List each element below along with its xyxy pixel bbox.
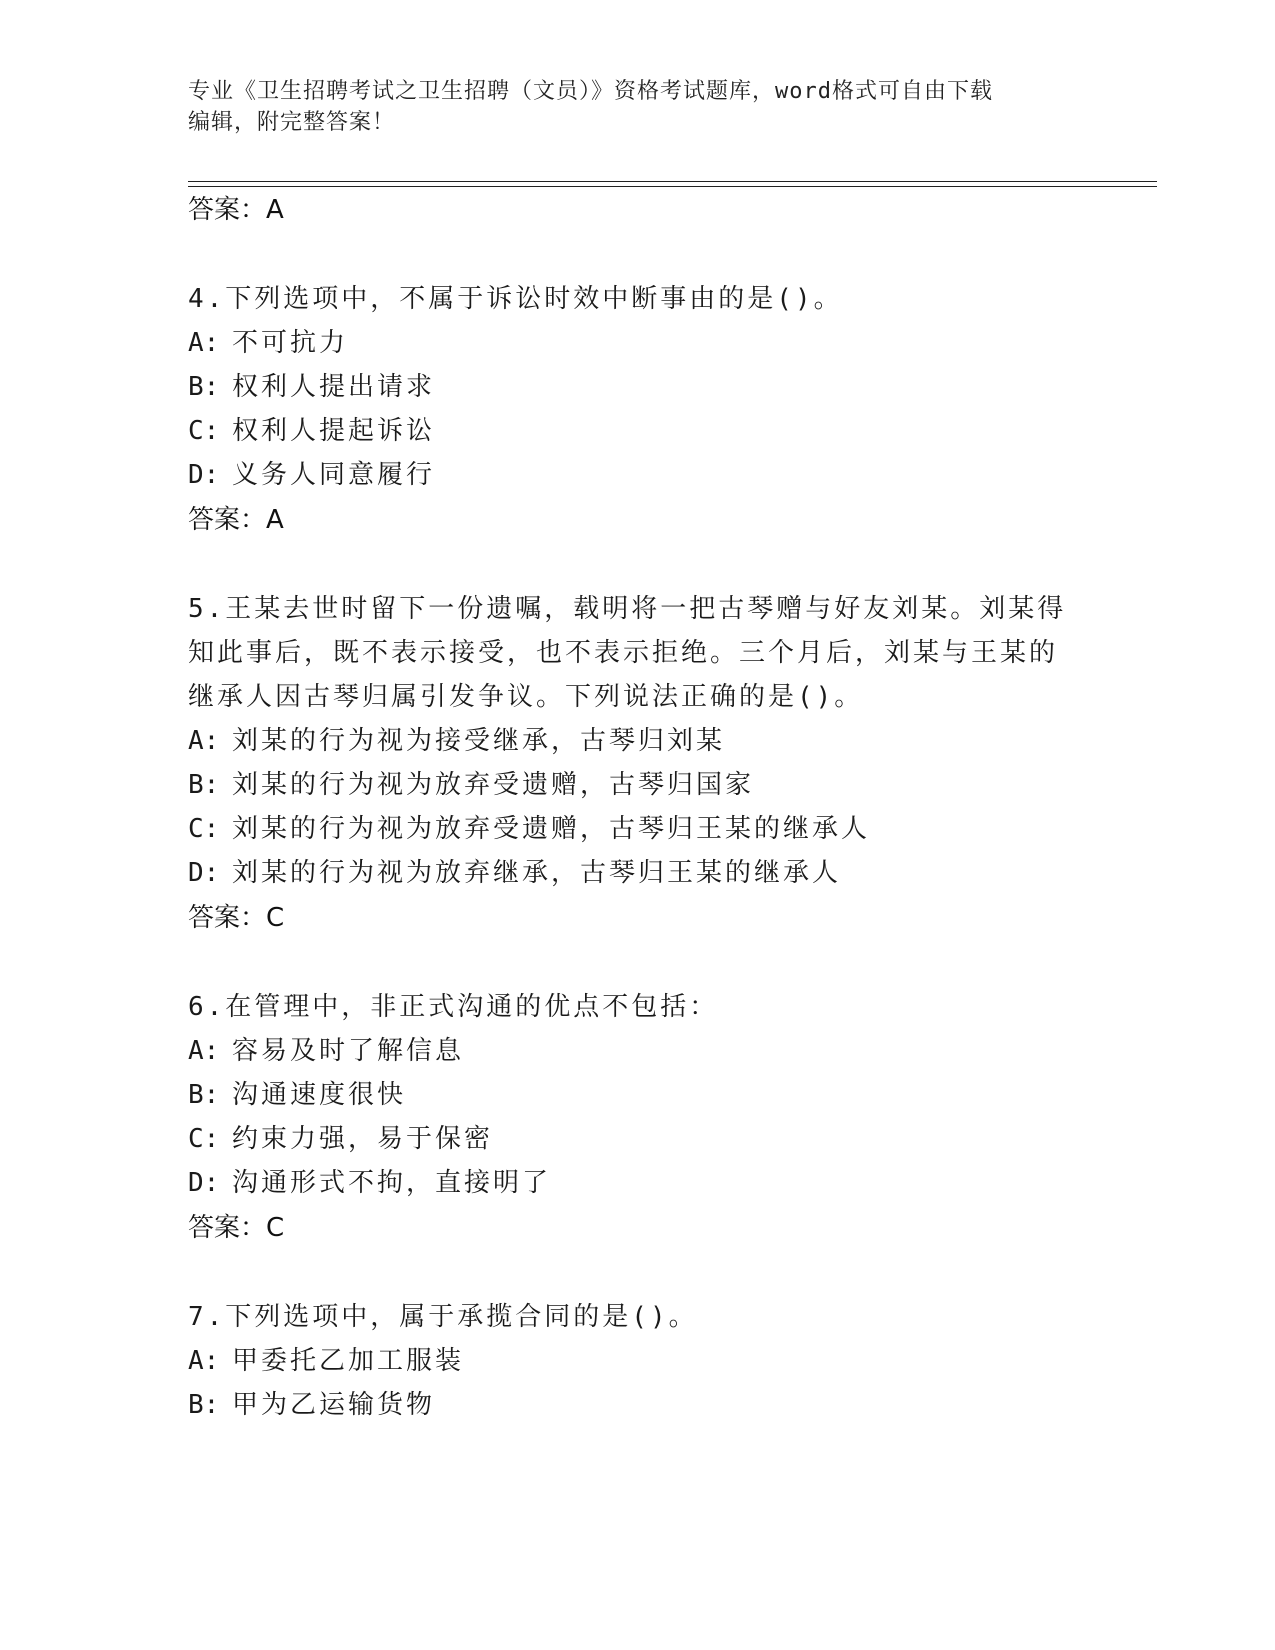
header-line-2: 编辑，附完整答案！ — [188, 110, 396, 135]
question-4-answer: 答案：A — [188, 505, 284, 535]
question-6-text: 6.在管理中，非正式沟通的优点不包括： — [188, 992, 719, 1022]
question-7-option-b: B: 甲为乙运输货物 — [188, 1390, 436, 1420]
question-6-option-d: D: 沟通形式不拘，直接明了 — [188, 1168, 552, 1198]
header-line-1: 专业《卫生招聘考试之卫生招聘（文员）》资格考试题库，word格式可自由下载 — [188, 79, 993, 104]
question-5-option-a: A: 刘某的行为视为接受继承，古琴归刘某 — [188, 726, 726, 756]
header-divider-bottom — [188, 186, 1157, 187]
question-6-option-c: C: 约束力强，易于保密 — [188, 1124, 494, 1154]
question-6-option-b: B: 沟通速度很快 — [188, 1080, 407, 1110]
question-5-text-line-3: 继承人因古琴归属引发争议。下列说法正确的是()。 — [188, 682, 864, 712]
question-6-option-a: A: 容易及时了解信息 — [188, 1036, 465, 1066]
question-4-text: 4.下列选项中，不属于诉讼时效中断事由的是()。 — [188, 284, 843, 314]
question-5-option-c: C: 刘某的行为视为放弃受遗赠，古琴归王某的继承人 — [188, 814, 871, 844]
question-4-option-c: C: 权利人提起诉讼 — [188, 416, 436, 446]
question-4-option-d: D: 义务人同意履行 — [188, 460, 436, 490]
question-5-text-line-2: 知此事后，既不表示接受，也不表示拒绝。三个月后，刘某与王某的 — [188, 638, 1059, 668]
header-divider-top — [188, 181, 1157, 182]
question-4-option-b: B: 权利人提出请求 — [188, 372, 436, 402]
question-6-answer: 答案：C — [188, 1213, 285, 1243]
question-5-text-line-1: 5.王某去世时留下一份遗嘱，载明将一把古琴赠与好友刘某。刘某得 — [188, 594, 1067, 624]
question-5-answer: 答案：C — [188, 903, 285, 933]
question-5-option-b: B: 刘某的行为视为放弃受遗赠，古琴归国家 — [188, 770, 755, 800]
question-7-option-a: A: 甲委托乙加工服装 — [188, 1346, 465, 1376]
question-5-option-d: D: 刘某的行为视为放弃继承，古琴归王某的继承人 — [188, 858, 842, 888]
document-header — [188, 76, 1068, 138]
previous-answer: 答案：A — [188, 195, 284, 225]
question-7-text: 7.下列选项中，属于承揽合同的是()。 — [188, 1302, 698, 1332]
question-4-option-a: A: 不可抗力 — [188, 328, 349, 358]
